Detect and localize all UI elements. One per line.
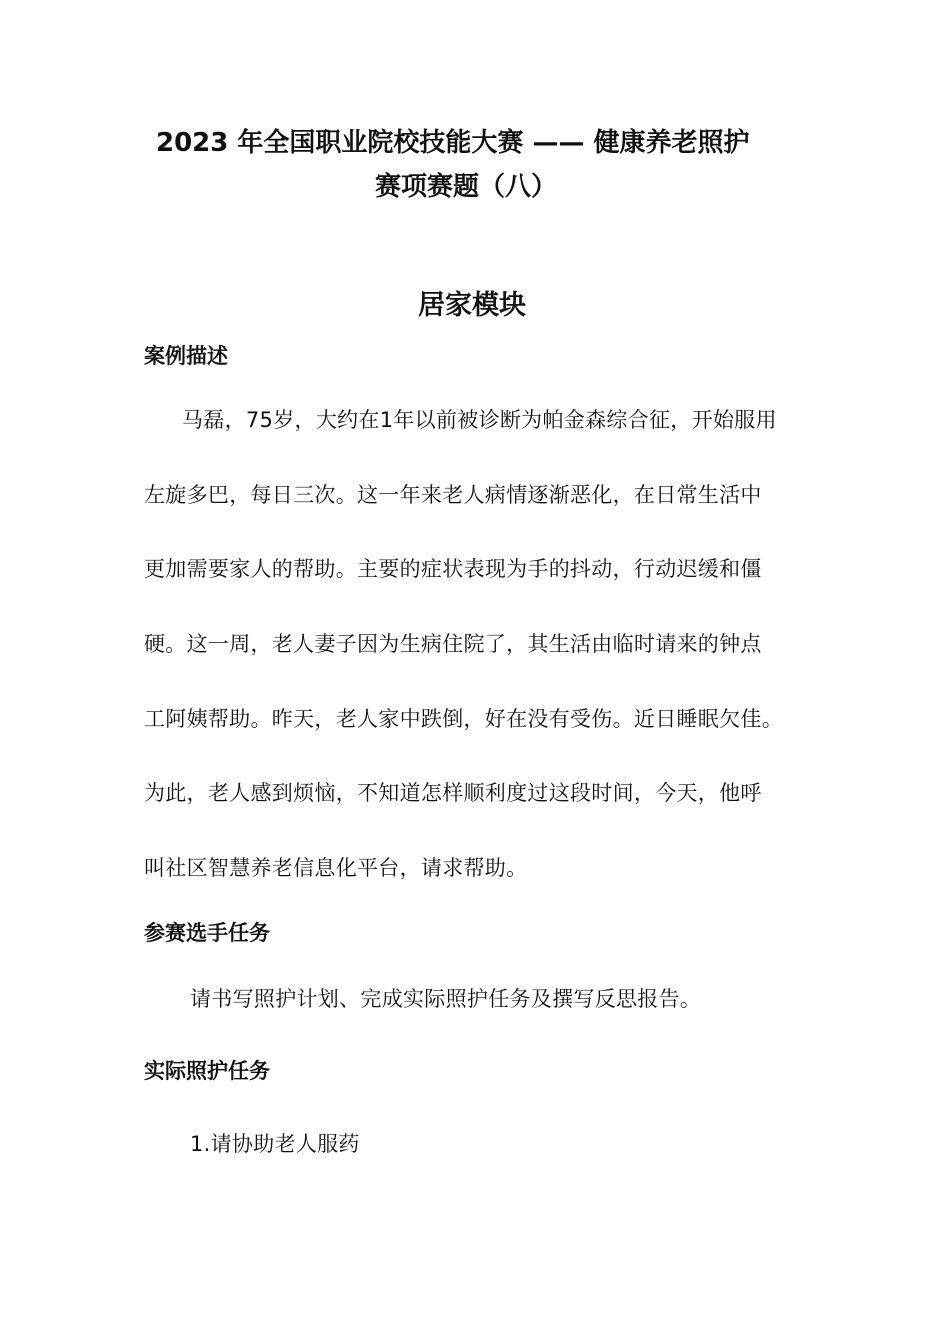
- care-task-heading: 实际照护任务: [144, 1059, 270, 1083]
- case-paragraph-line: 硬。这一周，老人妻子因为生病住院了，其生活由临时请来的钟点: [144, 632, 762, 656]
- case-paragraph-line: 为此，老人感到烦恼，不知道怎样顺利度过这段时间，今天，他呼: [144, 781, 762, 805]
- case-paragraph-line: 工阿姨帮助。昨天，老人家中跌倒，好在没有受伤。近日睡眠欠佳。: [144, 707, 783, 731]
- case-description-heading: 案例描述: [144, 344, 228, 368]
- case-paragraph-line: 马磊，75岁，大约在1年以前被诊断为帕金森综合征，开始服用: [182, 408, 777, 432]
- case-paragraph-line: 叫社区智慧养老信息化平台，请求帮助。: [144, 856, 528, 880]
- case-paragraph-line: 更加需要家人的帮助。主要的症状表现为手的抖动，行动迟缓和僵: [144, 557, 762, 581]
- contestant-task-text: 请书写照护计划、完成实际照护任务及撰写反思报告。: [190, 987, 702, 1011]
- document-title-line-2: 赛项赛题（八）: [375, 172, 558, 202]
- document-title-line-1: 2023 年全国职业院校技能大赛 —— 健康养老照护: [156, 128, 750, 158]
- module-title: 居家模块: [418, 290, 526, 321]
- care-task-item-1: 1.请协助老人服药: [190, 1132, 360, 1156]
- case-paragraph-line: 左旋多巴，每日三次。这一年来老人病情逐渐恶化，在日常生活中: [144, 483, 762, 507]
- contestant-task-heading: 参赛选手任务: [144, 921, 270, 945]
